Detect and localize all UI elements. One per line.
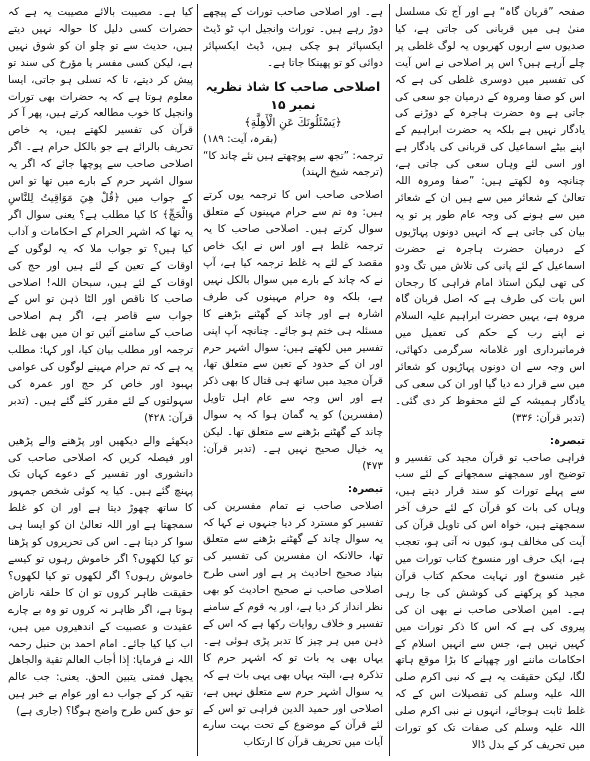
column-left	[8, 4, 193, 756]
column-right	[395, 4, 585, 756]
translation: ترجمہ: ”تجھ سے پوچھتے ہیں نئے چاند کا“ (ترجمہ شیخ الہند)	[203, 149, 383, 179]
paragraph: ہے۔ اور اصلاحی صاحب تورات کے پیچھے دوڑ رہے ہیں۔ تورات وانجیل اپ ٹو ڈیٹ ایکسپائر ہو چکی ہیں، ڈیٹ ایکسپائر دوائی کو تو پھینکا جاتا ہے۔	[203, 6, 383, 69]
ayah-reference: (بقرہ، آیت: ۱۸۹)	[203, 132, 278, 145]
arabic-heading: ﴿يَسْئَلُونَكَ عَنِ الْأَهِلَّةِ﴾	[244, 115, 342, 129]
paragraph: اصلاحی صاحب نے تمام مفسرین کی تفسیر کو مسترد کر دیا جنہوں نے کہا کہ یہ سوال چاند کے گھٹنے بڑھنے سے متعلق تھا، حالانکہ ان مفسرین کی تفسیر کی بنیاد صحیح احادیث پر ہے اور اسی طرح اصلاحی صاحب نے صحیح احادیث کو بھی نظر انداز کر دیا ہے، اور یہ قوم کے سامنے تفسیر و خلاف روایات رکھا ہے کہ اس کے ذہن میں ہر چیز کا تدبر پڑی ہوئی ہے۔ یہاں بھی یہ بات تو کہ اشہر حرم کا تذکرہ ہے، البتہ یہاں بھی یہی بات ہے کہ یہ سوال اشہر حرم سے متعلق نہیں ہے، اصلاحی اور حمید الدین فراہی تو اس کے لئے قرآن کے موضوع کے تحت بہت سارے آیات میں تحریف قرآن کا ارتکاب	[203, 499, 383, 749]
paragraph: فراہی صاحب تو قرآن مجید کی تفسیر و توضیح اور سمجھنے سمجھانے کے لئے سب سے پہلے تورات کو سند قرار دیتے ہیں، وہاں کی بات کو قرآن کے لئے حرف آخر سمجھتے ہیں، خواہ اس کی تاویل قرآن کی آیت کی مخالف ہو، کیوں نہ آتی ہو، تعجب ہے، ایک حرف اور منسوخ کتاب تورات میں غیر منسوخ اور نہایت محکم کتاب قرآن مجید کو پرکھنے کی کوشش کی جا رہی ہے۔ امین اصلاحی صاحب نے بھی ان کی پیروی کی ہے کہ اس کا ذکر تورات میں کہیں نہیں ہے، جس سے انہیں اسلام کے احکامات ماننے اور چھپانے کا بڑا موقع ہاتھ لگا، لیکن حقیقت یہ ہے کہ نبی اکرم صلی اللہ علیہ وسلم کی تفصیلات اس کے کہ غلط ثابت ہوجائے، انہوں نے نبی اکرم صلی اللہ علیہ وسلم کی صفات تک کو تورات میں تحریف کر کے بدل ڈالا	[395, 451, 585, 751]
section-label: تبصرہ:	[347, 482, 383, 495]
column-divider	[389, 4, 390, 756]
paragraph: اصلاحی صاحب اس کا ترجمہ یوں کرتے ہیں: وہ تم سے حرام مہینوں کے متعلق سوال کرتے ہیں۔ اصلاحی صاحب کا یہ ترجمہ غلط ہے اور اس نے ایک خاص مقصد کے لئے یہ غلط ترجمہ کیا ہے، آپ نے کہ چاند کے بارے میں سوال بالکل نہیں ہے، بلکہ وہ حرام مہینوں کی طرف اشارہ ہے اور چاند کے گھٹنے بڑھنے کا مسئلہ ہی ختم ہو جائے۔ چنانچہ آپ اپنی تفسیر میں لکھتے ہیں: سوال اشہر حرم اور ان کے حدود کے تعین سے متعلق تھا، قرآن مجید میں ساتھ ہی قتال کا بھی ذکر ہے اور اس وجہ سے عام اہل تاویل (مفسرین) کو یہ گمان ہوا کہ یہ سوال چاند کے گھٹنے بڑھنے سے متعلق تھا۔ لیکن یہ خیال صحیح نہیں ہے۔ (تدبر قرآن: ۴۷۳)	[203, 189, 383, 472]
column-divider	[197, 4, 198, 756]
paragraph: دیکھئے والے دیکھیں اور پڑھنے والے پڑھیں اور فیصلہ کریں کہ اصلاحی صاحب کی دانشوری اور تفسیر کے دعوے کہاں تک پہنچ گئے ہیں۔ کیا یہ کوئی شخص جمہور کا ساتھ چھوڑ دیتا ہے اور ان کو غلط سمجھتا ہے اور اللہ تعالیٰ ان کو ایسا ہی سوا کر دیتا ہے۔ اس کی تحریروں کو پڑھنا تو کیا لکھوں؟ اگر خاموش رہوں تو کیسے خاموش رہوں؟ اگر لکھوں تو کیا لکھوں؟ حقیقت ظاہر کروں تو ان کا حلقہ ناراض ہوتا ہے، اگر ظاہر نہ کروں تو وہ بے چارے عقیدت و عصبیت کے اندھیروں میں ہیں، اب کیا کیا جائے۔ امام احمد بن حنبل رحمہ اللہ نے فرمایا: إذا أجاب العالم تقية والجاهل يجهل فمتى يتبين الحق. یعنی: جب عالم تقیہ کر کے جواب دے اور عوام بے خبر ہیں تو حق کس طرح واضح ہوگا؟ (جاری ہے)	[8, 434, 193, 718]
paragraph: صفحہ ”قربان گاہ“ ہے اور آج تک مسلسل منیٰ ہی میں قربانی کی جاتی ہے، کیا صدیوں سے اربوں کھربوں یہ لوگ غلطی پر چلے آرہے ہیں؟ اس پر اصلاحی نے اس آیت کی تفسیر میں دوسری غلطی کی ہے کہ اس کو صفا ومروہ کے درمیان جو سعی کی جاتی ہے وہ حضرت ہاجرہ کے دوڑنے کی یادگار نہیں ہے بلکہ یہ حضرت ابراہیم کے اپنے بیٹے اسماعیل کی قربانی کی یادگار ہے اور اسی لئے وہاں سعی کی جاتی ہے، چنانچہ وہ لکھتے ہیں: ”صفا ومروہ اللہ تعالیٰ کے شعائر میں سے ہیں ان کے شعائر میں سے ہونے کی وجہ عام طور پر تو یہ بیان کی جاتی ہے کہ انہیں دونوں پہاڑیوں کے درمیان حضرت ہاجرہ نے حضرت اسماعیل کے لئے پانی کی تلاش میں تگ ودو کی تھی لیکن استاذ امام فراہی کا رجحان اس بات کی طرف ہے کہ اصل قربان گاہ مروہ ہے، یہیں حضرت ابراہیم علیہ السلام نے اپنے رب کے حکم کی تعمیل میں فرمانبرداری اور غلامانہ سرگرمی دکھائی، اس وجہ سے ان دونوں پہاڑیوں کو شعائر میں سے قرار دے دیا گیا اور ان کی سعی کی یادگار ہمیشہ کے لئے محفوظ کر دی گئی۔ (تدبر قرآن: ۳۳۶)	[395, 6, 585, 424]
paragraph: کیا ہے۔ مصیبت بالائے مصیبت یہ ہے کہ حضرات کسی دلیل کا حوالہ نہیں دیتے ہیں، حدیث سے تو چلو ان کو شوق نہیں ہے، لیکن کسی مفسر یا مؤرخ کی سند تو پیش کر دیتے، تا کہ تسلی ہو جاتی، ایسا معلوم ہوتا ہے کہ یہ حضرات بھی تورات وانجیل کا خوب مطالعہ کرتے ہیں، پھر آ کر قرآن کی تفسیر لکھتے ہیں، یہ خاص تحریف بالرائے ہے جو بالکل حرام ہے۔ اگر اصلاحی صاحب سے پوچھا جائے کہ اگر یہ سوال اشہر حرم کے بارے میں تھا تو اس کے جواب میں ﴿قُلْ هِيَ مَوَاقِيتُ لِلنَّاسِ وَالْحَجِّ﴾ کا کیا مطلب ہے؟ یعنی سوال اگر یہ تھا کہ اشہر الحرام کے احکامات و آداب کیا ہیں؟ تو جواب ملا کہ یہ لوگوں کے اوقات کے تعین کے لئے ہیں اور حج کی اوقات کے لئے ہیں، سبحان اللہ! اصلاحی صاحب کا ناقص اور الٹا ذہن تو اس کے جواب سے قاصر ہے، اگر ہم اصلاحی صاحب کے سامنے آئیں تو ان میں بھی غلط ترجمہ اور مطلب بیان کیا، اور کہا: مطلب یہ ہے کہ تم حرام مہینے لوگوں کی عوامی بہبود اور خاص کر حج اور عمرہ کی سہولتوں کے لئے مقرر کئے گئے ہیں۔ (تدبر قرآن: ۴۲۸)	[8, 6, 193, 424]
section-heading: اصلاحی صاحب کا شاذ نظریہ نمبر ۱۵	[205, 78, 381, 112]
column-middle	[203, 4, 383, 756]
section-label: تبصرہ:	[549, 434, 585, 447]
